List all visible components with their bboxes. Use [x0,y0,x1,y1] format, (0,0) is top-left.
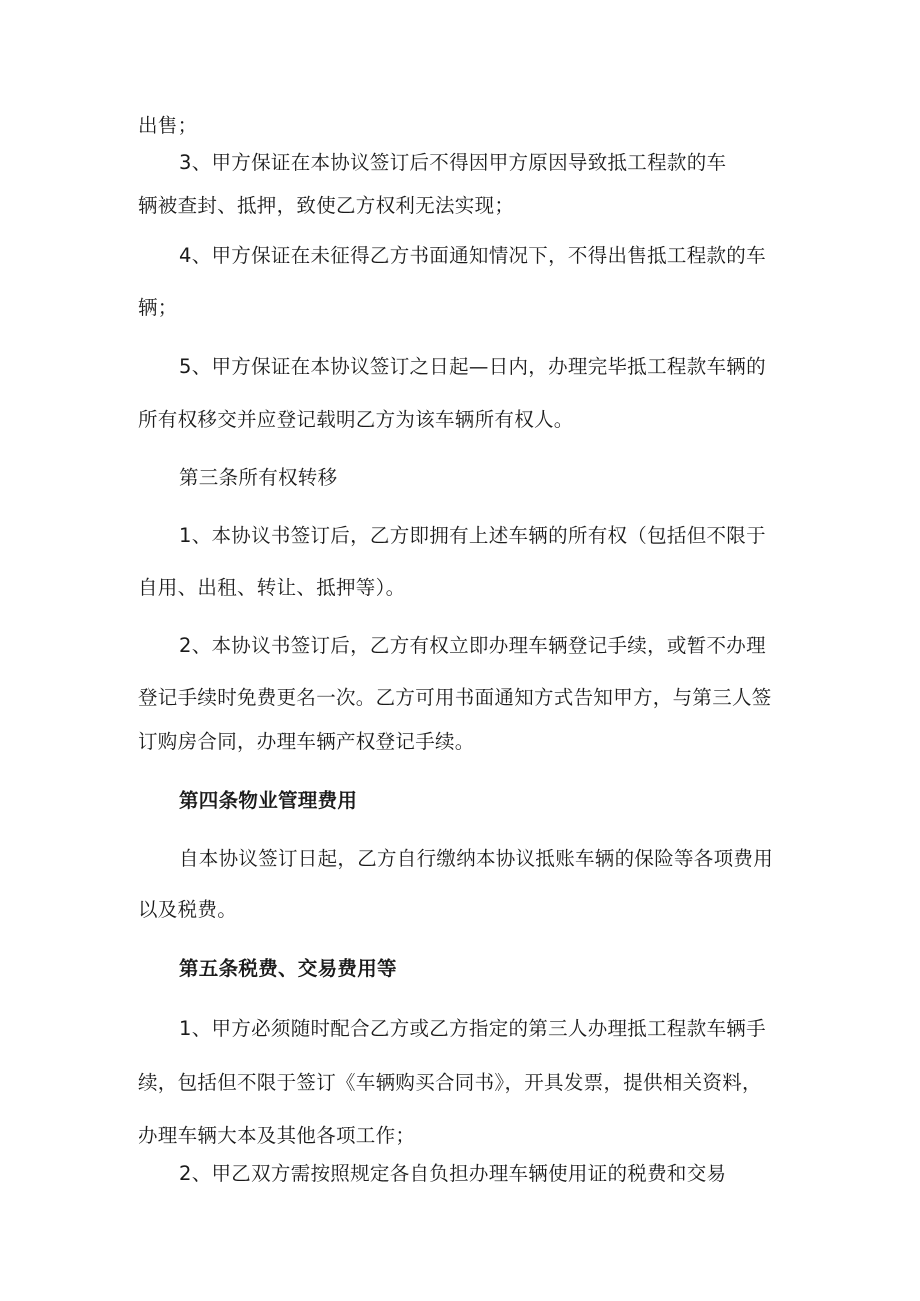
section-5-item-1-line-1: 1、甲方必须随时配合乙方或乙方指定的第三人办理抵工程款车辆手 [179,1017,766,1040]
section-5-item-1-line-2: 续，包括但不限于签订《车辆购买合同书》，开具发票，提供相关资料， [138,1071,762,1094]
section-5-heading: 第五条税费、交易费用等 [179,957,397,980]
section-3-item-2-line-2: 登记手续时免费更名一次。乙方可用书面通知方式告知甲方，与第三人签 [138,686,772,709]
section-3-item-1-line-1: 1、本协议书签订后，乙方即拥有上述车辆的所有权（包括但不限于 [179,524,766,547]
section-5-item-2-line-1: 2、甲乙双方需按照规定各自负担办理车辆使用证的税费和交易 [179,1162,727,1185]
section-4-body-line-2: 以及税费。 [138,898,238,921]
section-4-body-line-1: 自本协议签订日起，乙方自行缴纳本协议抵账车辆的保险等各项费用 [179,847,774,870]
section-4-heading: 第四条物业管理费用 [179,789,358,812]
section-5-item-1-line-3: 办理车辆大本及其他各项工作； [138,1124,416,1147]
section-3-item-2-line-1: 2、本协议书签订后，乙方有权立即办理车辆登记手续，或暂不办理 [179,634,766,657]
clause-3-line-1: 3、甲方保证在本协议签订后不得因甲方原因导致抵工程款的车 [179,151,727,174]
section-3-item-1-line-2: 自用、出租、转让、抵押等）。 [138,576,406,599]
section-3-heading: 第三条所有权转移 [179,466,338,489]
clause-5-line-2: 所有权移交并应登记载明乙方为该车辆所有权人。 [138,408,574,431]
clause-3-line-2: 辆被查封、抵押，致使乙方权利无法实现； [138,194,515,217]
clause-5-line-1: 5、甲方保证在本协议签订之日起—日内，办理完毕抵工程款车辆的 [179,355,766,378]
clause-4-line-2: 辆； [138,296,178,319]
clause-4-line-1: 4、甲方保证在未征得乙方书面通知情况下，不得出售抵工程款的车 [179,244,766,267]
section-3-item-2-line-3: 订购房合同，办理车辆产权登记手续。 [138,730,475,753]
text-line: 出售； [138,114,198,137]
